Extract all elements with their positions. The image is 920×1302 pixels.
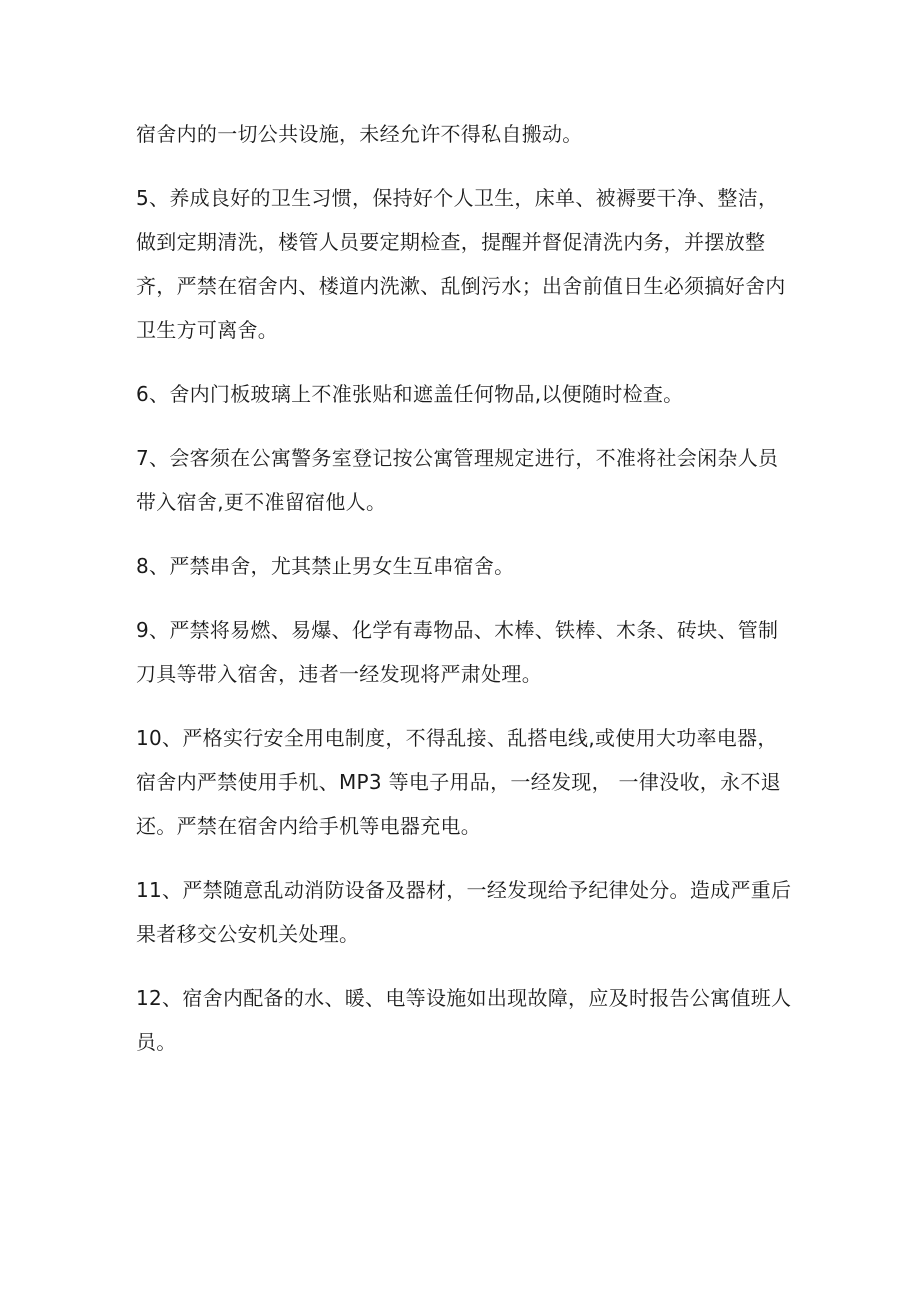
text-line: 还。严禁在宿舍内给手机等电器充电。 <box>136 814 482 838</box>
text-line: 10、严格实行安全用电制度，不得乱接、乱搭电线,或使用大功率电器， <box>136 726 778 750</box>
rule-item-12 <box>136 976 792 1064</box>
text-line: 5、养成良好的卫生习惯，保持好个人卫生，床单、被褥要干净、整洁， <box>136 186 779 210</box>
document-body <box>136 112 792 1084</box>
text-line: 带入宿舍,更不准留宿他人。 <box>136 490 387 514</box>
text-line: 12、宿舍内配备的水、暖、电等设施如出现故障，应及时报告公寓值班人 <box>136 986 792 1010</box>
text-line: 9、严禁将易燃、易爆、化学有毒物品、木棒、铁棒、木条、砖块、管制 <box>136 618 779 642</box>
text-line: 做到定期清洗，楼管人员要定期检查，提醒并督促清洗内务，并摆放整 <box>136 230 766 254</box>
rule-item-5 <box>136 176 786 352</box>
paragraph-continuation <box>136 112 786 156</box>
rule-item-7 <box>136 436 786 524</box>
text-line: 宿舍内严禁使用手机、MP3 等电子用品，一经发现， 一律没收，永不退 <box>136 770 781 794</box>
rule-item-10 <box>136 716 786 848</box>
text-line: 果者移交公安机关处理。 <box>136 922 360 946</box>
text-line: 6、舍内门板玻璃上不准张贴和遮盖任何物品,以便随时检查。 <box>136 382 684 406</box>
text-line: 卫生方可离舍。 <box>136 318 279 342</box>
text-line: 员。 <box>136 1030 177 1054</box>
rule-item-6 <box>136 372 786 416</box>
text-line: 宿舍内的一切公共设施，未经允许不得私自搬动。 <box>136 122 583 146</box>
text-line: 11、严禁随意乱动消防设备及器材，一经发现给予纪律处分。造成严重后 <box>136 878 792 902</box>
rule-item-9 <box>136 608 786 696</box>
rule-item-11 <box>136 868 792 956</box>
text-line: 8、严禁串舍，尤其禁止男女生互串宿舍。 <box>136 554 515 578</box>
rule-item-8 <box>136 544 786 588</box>
text-line: 7、会客须在公寓警务室登记按公寓管理规定进行，不准将社会闲杂人员 <box>136 446 779 470</box>
text-line: 齐，严禁在宿舍内、楼道内洗漱、乱倒污水；出舍前值日生必须搞好舍内 <box>136 274 786 298</box>
text-line: 刀具等带入宿舍，违者一经发现将严肃处理。 <box>136 662 542 686</box>
